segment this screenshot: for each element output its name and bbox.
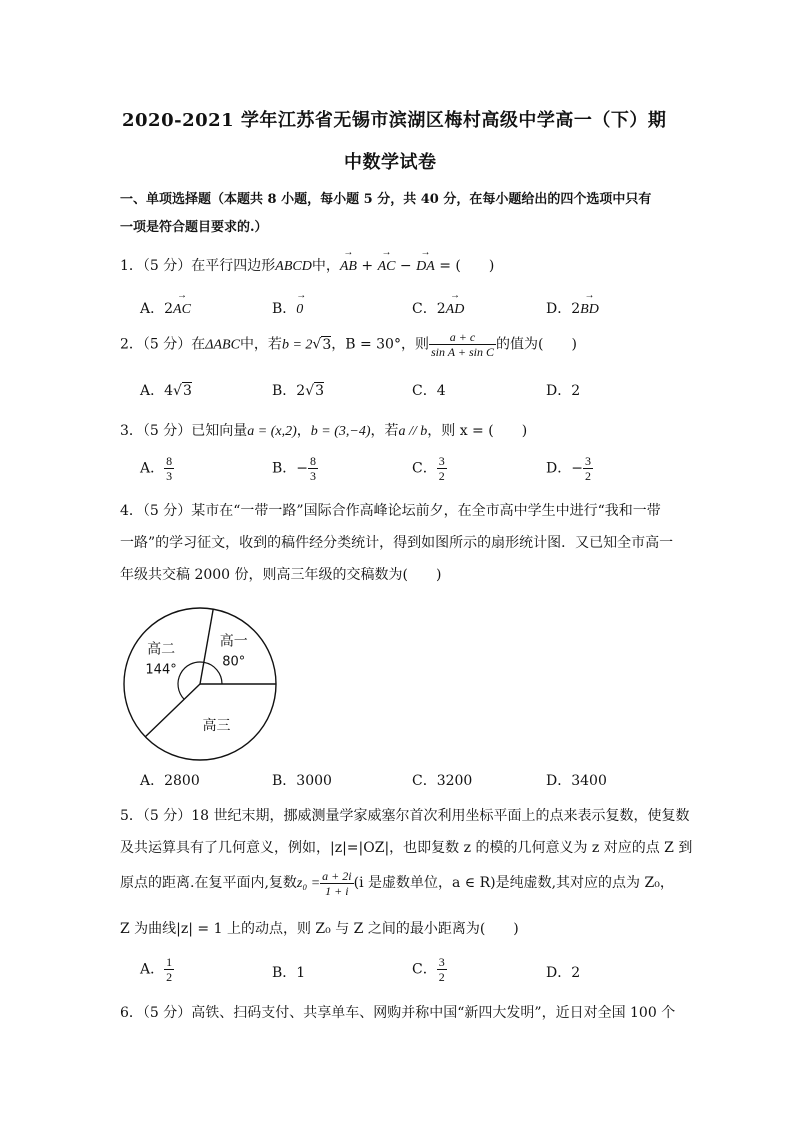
q2-option-a-value: 4 xyxy=(164,383,174,399)
q5-option-d[interactable]: D．2 xyxy=(546,965,581,981)
q2-option-a-label: A． xyxy=(140,383,165,399)
q2-option-b-value: 2 xyxy=(296,383,306,399)
q5-option-c-frac xyxy=(437,955,447,984)
q3-mid: ，若 xyxy=(370,423,399,439)
pie-angle-label-2: 144° xyxy=(145,662,177,678)
q1-vector-ab: → AB xyxy=(340,259,357,275)
q1-option-b-label: B． xyxy=(272,301,297,317)
q3-parallel: a // b xyxy=(398,424,428,439)
q4-line1: 4．（5 分）某市在“一带一路”国际合作高峰论坛前夕，在全市高中学生中进行“我和一带 xyxy=(120,503,661,519)
q3-option-d-den: 2 xyxy=(584,469,591,483)
q3-option-c-label: C． xyxy=(412,460,437,477)
q5-option-c-den: 2 xyxy=(438,970,445,984)
question-3 xyxy=(120,420,527,440)
q2-suffix: 的值为( ) xyxy=(495,336,577,353)
q3-option-d[interactable] xyxy=(546,454,593,483)
q5-fraction xyxy=(320,869,353,898)
pie-slice-label-3: 高三 xyxy=(202,717,231,734)
q5-line1: 5．（5 分）18 世纪末期，挪威测量学家威塞尔首次利用坐标平面上的点来表示复数，使复数 xyxy=(120,808,690,824)
q3-option-b[interactable] xyxy=(272,454,318,483)
q2-option-c[interactable] xyxy=(412,380,446,400)
q1-vector-da: → DA xyxy=(416,259,435,275)
q5-option-a-label: A． xyxy=(140,961,165,978)
q1-minus: − xyxy=(395,258,417,274)
q2-option-d-label: D． xyxy=(546,383,572,399)
q2-prefix: 2．（5 分）在 xyxy=(120,336,206,353)
q2-option-c-label: C． xyxy=(412,383,437,399)
q2-cond2: ，B = 30°，则 xyxy=(331,336,429,353)
q2-option-a[interactable]: A．4√3 xyxy=(140,383,192,399)
q2-option-d[interactable] xyxy=(546,380,580,400)
page-title-line1: 2020-2021 学年江苏省无锡市滨湖区梅村高级中学高一（下）期 xyxy=(122,110,667,131)
q4-line2: 一路”的学习征文，收到的稿件经分类统计，得到如图所示的扇形统计图．又已知全市高一 xyxy=(120,535,674,551)
q3-option-d-num: 3 xyxy=(584,454,591,468)
q1-mid: 中， xyxy=(311,258,340,274)
q5-line3a: 原点的距离.在复平面内,复数 xyxy=(120,875,297,891)
q5-option-c-label: C． xyxy=(412,961,437,978)
q3-option-b-label: B． xyxy=(272,460,297,477)
q5-frac-num: a + 2i xyxy=(322,868,352,883)
q3-option-c[interactable] xyxy=(412,454,447,483)
q1-option-c-coef: 2 xyxy=(436,301,446,317)
q1-option-d-label: D． xyxy=(546,301,572,317)
q5-option-c[interactable] xyxy=(412,955,447,984)
pie-slice-boundary-3 xyxy=(145,684,200,737)
q5-line4: Z 为曲线|z| = 1 上的动点，则 Z₀ 与 Z 之间的最小距离为( ) xyxy=(120,921,519,937)
q4-line3: 年级共交稿 2000 份，则高三年级的交稿数为( ) xyxy=(120,567,442,583)
q1-option-a-label: A． xyxy=(140,301,165,317)
q5-option-a-den: 2 xyxy=(166,970,173,984)
q3-option-d-frac xyxy=(583,454,593,483)
q3-option-a-frac xyxy=(164,454,174,483)
q5-z0: z₀ = xyxy=(296,876,321,891)
q3-option-b-den: 3 xyxy=(310,469,317,483)
pie-angle-label-1: 80° xyxy=(222,654,246,670)
q2-cond1-radicand: 3 xyxy=(322,336,332,353)
q2-option-b[interactable]: B．2√3 xyxy=(272,383,325,399)
pie-slice-label-2: 高二 xyxy=(147,641,176,658)
q1-option-c-label: C． xyxy=(412,301,437,317)
pie-chart xyxy=(118,604,282,764)
pie-slice-label-1: 高一 xyxy=(219,633,248,650)
q2-triangle: ΔABC xyxy=(205,337,240,353)
q3-option-d-sign: − xyxy=(571,460,583,477)
q5-option-a-num: 1 xyxy=(166,955,173,969)
q1-option-c-vector: → AD xyxy=(446,302,465,318)
q3-option-b-frac xyxy=(308,454,318,483)
q4-option-c[interactable]: C．3200 xyxy=(412,773,473,789)
pie-slice-boundary-2 xyxy=(200,609,213,684)
q5-option-a-frac xyxy=(164,955,174,984)
q3-option-a-num: 8 xyxy=(166,454,173,468)
question-2: 2．（5 分）在ΔABC中，若b = 2√3，B = 30°，则 $\frac{a + c}{\text{sin A + sin C}}$ 的值为( ) xyxy=(120,330,577,359)
q1-prefix: 1．（5 分）在平行四边形 xyxy=(120,258,276,274)
q4-option-a[interactable]: A．2800 xyxy=(140,773,200,789)
q3-option-a-label: A． xyxy=(140,460,165,477)
q2-option-b-label: B． xyxy=(272,383,297,399)
pie-angle-arc-1 xyxy=(204,662,222,684)
q3-option-d-label: D． xyxy=(546,460,572,477)
q5-option-a[interactable] xyxy=(140,955,174,984)
section-heading-line2: 一项是符合题目要求的.） xyxy=(120,220,268,235)
q1-option-d-coef: 2 xyxy=(571,301,581,317)
q5-line3b: (i 是虚数单位，a ∈ R)是纯虚数,其对应的点为 Z₀， xyxy=(353,875,674,891)
q1-option-a-vector: → AC xyxy=(173,302,191,318)
q5-frac-den: 1 + i xyxy=(325,883,349,898)
q1-option-b-vector: → 0 xyxy=(296,302,303,318)
q1-option-b[interactable] xyxy=(272,298,303,318)
q2-option-b-radicand: 3 xyxy=(315,383,325,399)
q1-option-d[interactable] xyxy=(546,298,599,318)
q2-fraction xyxy=(429,330,496,359)
q4-option-b[interactable]: B．3000 xyxy=(272,773,332,789)
q3-vector-b: b = (3,−4) xyxy=(310,424,371,439)
q2-option-a-radicand: 3 xyxy=(182,383,192,399)
q5-option-b[interactable]: B．1 xyxy=(272,965,306,981)
q3-option-c-den: 2 xyxy=(438,469,445,483)
section-heading-line1: 一、单项选择题（本题共 8 小题，每小题 5 分，共 40 分，在每小题给出的四个选项中只有 xyxy=(120,192,652,207)
q1-option-a[interactable] xyxy=(140,298,191,318)
q3-option-c-frac xyxy=(437,454,447,483)
q4-option-d[interactable]: D．3400 xyxy=(546,773,607,789)
q3-prefix: 3．（5 分）已知向量 xyxy=(120,423,248,439)
q3-option-b-sign: − xyxy=(296,460,309,477)
q1-plus: + xyxy=(356,258,378,274)
q2-frac-num: a + c xyxy=(429,330,496,345)
q5-option-c-num: 3 xyxy=(438,955,445,969)
q1-option-d-vector: → BD xyxy=(580,302,599,318)
q1-vector-ac: → AC xyxy=(378,259,396,275)
q3-vector-a: a = (x,2) xyxy=(247,424,297,439)
q2-frac-den: sin A + sin C xyxy=(430,345,494,359)
q3-option-b-num: 8 xyxy=(310,454,317,468)
q1-suffix: = ( ) xyxy=(434,258,495,274)
q6-line1: 6．（5 分）高铁、扫码支付、共享单车、网购并称中国“新四大发明”，近日对全国 100 个 xyxy=(120,1005,676,1021)
q3-option-c-num: 3 xyxy=(438,454,445,468)
q5-line2: 及共运算具有了几何意义，例如，|z|=|OZ|，也即复数 z 的模的几何意义为 z 对应的点 Z 到 xyxy=(120,840,693,856)
q2-mid: 中，若 xyxy=(239,336,282,353)
q3-option-a-den: 3 xyxy=(166,469,173,483)
q3-sep: ， xyxy=(296,423,311,439)
q2-cond1: b = 2 xyxy=(281,337,313,353)
q3-suffix: ，则 x = ( ) xyxy=(427,423,528,439)
page-title-line2: 中数学试卷 xyxy=(344,152,437,173)
q1-option-c[interactable] xyxy=(412,298,464,318)
q2-option-d-value: 2 xyxy=(571,383,581,399)
q1-option-a-coef: 2 xyxy=(164,301,174,317)
pie-chart-group xyxy=(124,608,276,760)
q2-option-c-value: 4 xyxy=(436,383,446,399)
q1-shape: ABCD xyxy=(275,259,312,274)
q5-line3 xyxy=(120,868,674,899)
q3-option-a[interactable] xyxy=(140,454,174,483)
question-1 xyxy=(120,255,494,275)
